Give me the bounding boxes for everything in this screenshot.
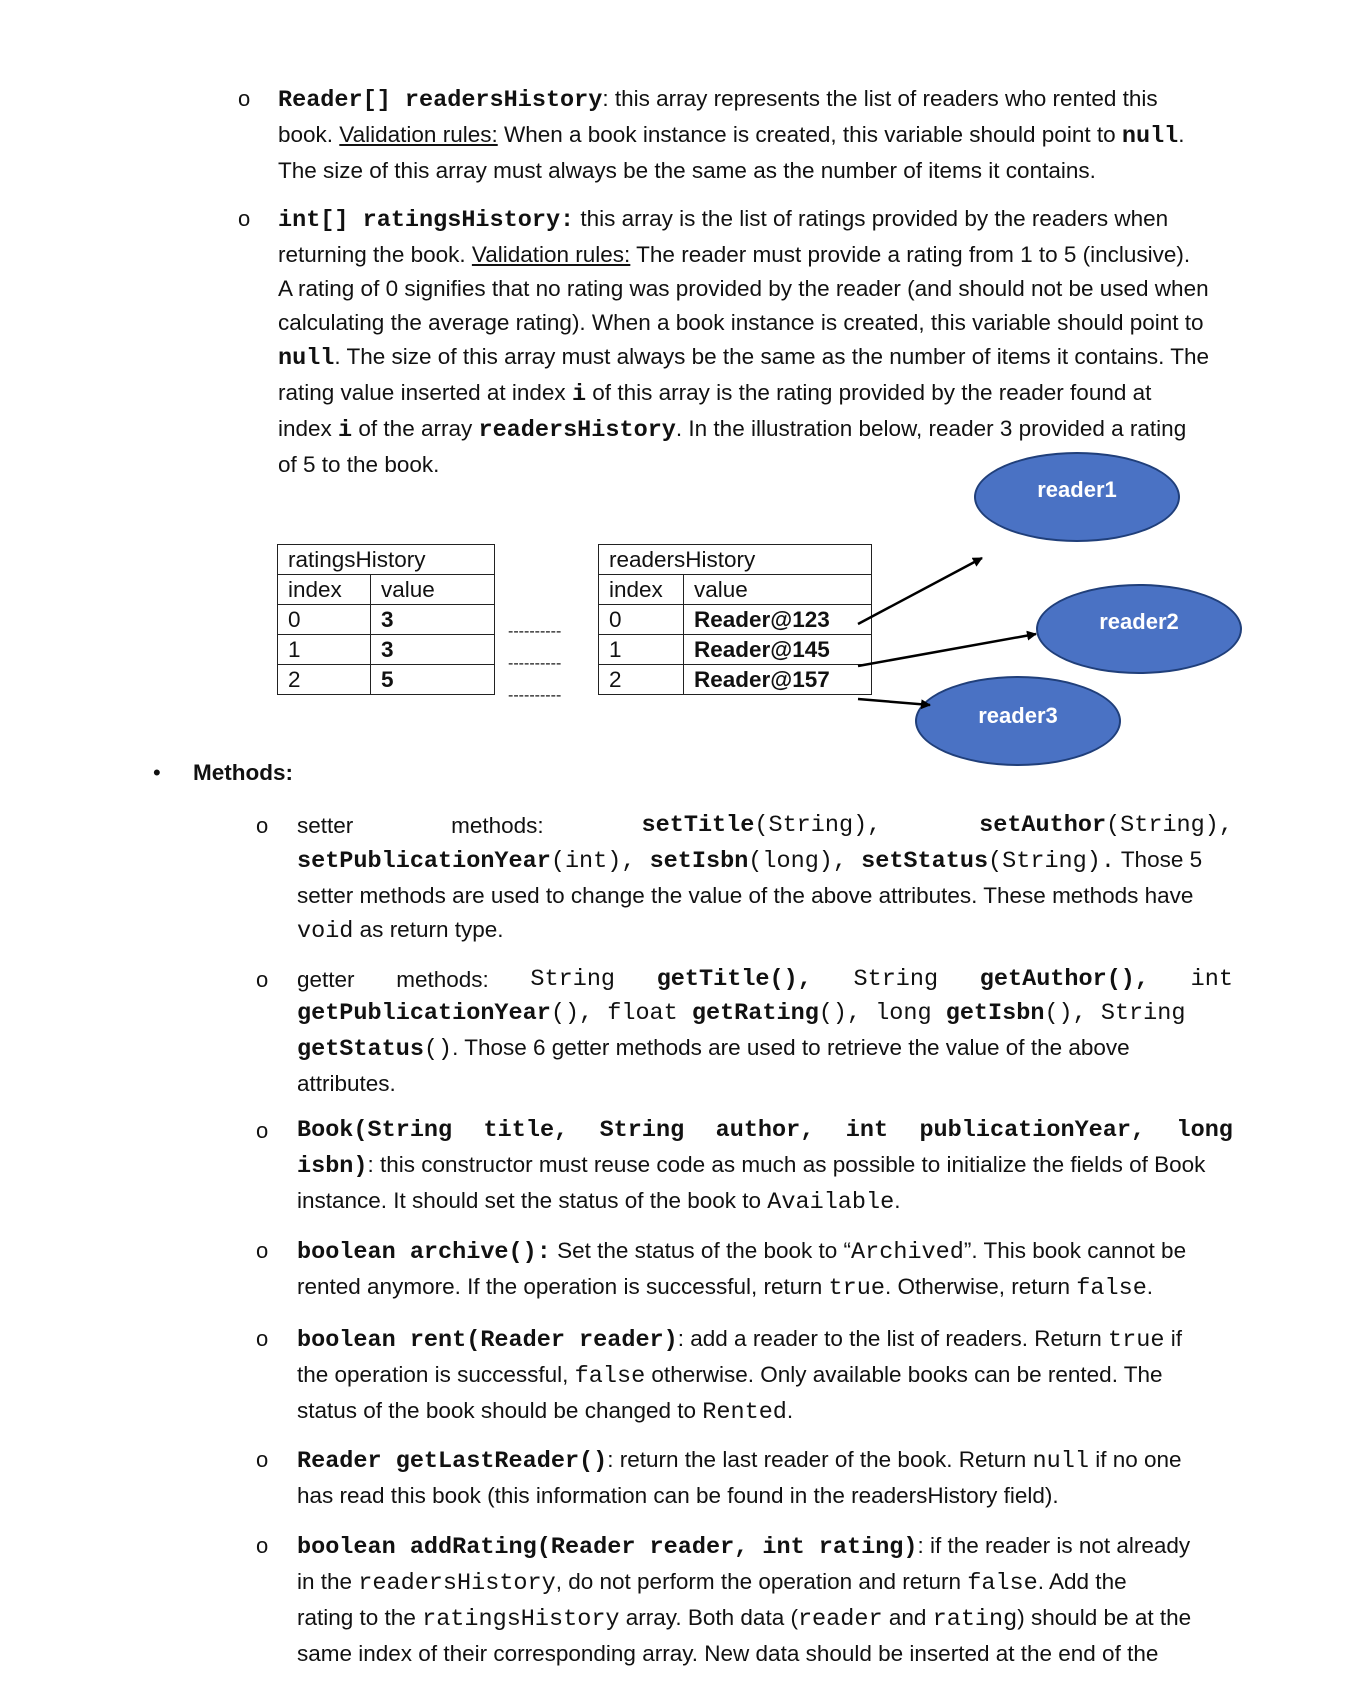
table-header: value xyxy=(371,575,495,605)
table-cell: 5 xyxy=(371,665,495,695)
code-true: true xyxy=(828,1275,885,1302)
sub-bullet: o xyxy=(256,813,269,838)
table-cell: 2 xyxy=(278,665,371,695)
code-word: int xyxy=(845,1117,889,1144)
text: attributes. xyxy=(297,1071,396,1096)
sub-bullet: o xyxy=(256,1238,269,1263)
text: ”. This book cannot be xyxy=(963,1238,1187,1263)
arrow-to-reader1 xyxy=(858,558,982,624)
code-method: getTitle(), xyxy=(656,966,812,993)
text: . xyxy=(894,1188,901,1213)
archive-description xyxy=(297,1234,1233,1306)
code-archived: Archived xyxy=(851,1239,964,1266)
code-rating: rating xyxy=(932,1606,1018,1633)
text-line xyxy=(297,1358,1233,1394)
text: status of the book should be changed to xyxy=(297,1398,703,1423)
code-reader: reader xyxy=(797,1606,883,1633)
table-cell: 1 xyxy=(599,635,684,665)
table-cell: 2 xyxy=(599,665,684,695)
arrow-to-reader3 xyxy=(858,699,930,705)
code-word: long xyxy=(1176,1117,1233,1144)
sub-bullet: o xyxy=(256,1118,269,1143)
code-void: void xyxy=(297,918,354,945)
code-method: getPublicationYear xyxy=(297,1000,551,1027)
text-line xyxy=(297,1394,1233,1430)
text-line xyxy=(297,1234,1233,1270)
text: When a book instance is created, this variable should point to xyxy=(497,122,1122,147)
reader-label: reader3 xyxy=(978,703,1058,728)
sub-bullet: o xyxy=(256,1533,269,1558)
text: : if the reader is not already xyxy=(917,1533,1191,1558)
table-cell: 3 xyxy=(371,605,495,635)
text: . xyxy=(786,1398,794,1423)
code-method: setStatus xyxy=(861,848,989,875)
code-method: getIsbn xyxy=(945,1000,1045,1027)
text-line xyxy=(297,1565,1233,1601)
code-method: getStatus xyxy=(297,1036,424,1063)
table-cell: 1 xyxy=(278,635,371,665)
code-word: title, xyxy=(483,1117,569,1144)
table-header: index xyxy=(278,575,371,605)
code-word: isbn) xyxy=(297,1153,368,1180)
text-line xyxy=(297,1529,1233,1565)
text: as return type. xyxy=(353,917,504,942)
text: . xyxy=(1178,122,1185,147)
code-method: boolean addRating(Reader reader, int rating) xyxy=(297,1534,918,1561)
code-type: int xyxy=(1190,966,1233,993)
text: . xyxy=(1146,1274,1154,1299)
text: and xyxy=(882,1605,933,1630)
code-readers-history: readersHistory xyxy=(478,417,676,444)
table-cell: Reader@123 xyxy=(684,605,872,635)
dashed-connector: ---------- xyxy=(508,655,562,672)
code-type: String xyxy=(853,966,939,993)
text: . Otherwise, return xyxy=(884,1274,1077,1299)
code-method: boolean archive(): xyxy=(297,1239,551,1266)
add-rating-description xyxy=(297,1529,1233,1671)
text: . In the illustration below, reader 3 provided a rating xyxy=(675,416,1187,441)
code-readers-history: Reader[] readersHistory xyxy=(278,87,603,114)
sub-bullet: o xyxy=(256,1447,269,1472)
text: : this constructor must reuse code as much as possible to initialize the fields of Book xyxy=(367,1152,1206,1177)
sub-bullet: o xyxy=(256,1326,269,1351)
text-line xyxy=(297,997,1233,1031)
text: setter methods are used to change the value of the above attributes. These methods have xyxy=(297,883,1194,908)
code-args: (), float xyxy=(550,1000,692,1027)
code-args: (String). xyxy=(988,848,1115,875)
text: same index of their corresponding array. New data should be inserted at the end of the xyxy=(297,1641,1159,1666)
text-line xyxy=(297,1479,1233,1513)
text: otherwise. Only available books can be rented. The xyxy=(645,1362,1163,1387)
text: rented anymore. If the operation is successful, return xyxy=(297,1274,829,1299)
code-false: false xyxy=(574,1363,646,1390)
code-method: boolean rent(Reader reader) xyxy=(297,1327,678,1354)
code-ratings-history: ratingsHistory xyxy=(422,1606,620,1633)
text: ) should be at the xyxy=(1017,1605,1192,1630)
table-header: value xyxy=(684,575,872,605)
get-last-reader-description xyxy=(297,1443,1233,1513)
table-header: index xyxy=(599,575,684,605)
code-false: false xyxy=(967,1570,1038,1597)
text-line xyxy=(297,1601,1233,1637)
text: calculating the average rating). When a book instance is created, this variable should point to xyxy=(278,310,1204,335)
text: the operation is successful, xyxy=(297,1362,575,1387)
text-line xyxy=(297,809,1233,843)
constructor-description xyxy=(297,1114,1233,1220)
sub-bullet: o xyxy=(256,967,269,992)
setter-methods-description xyxy=(297,809,1233,949)
code-args: () xyxy=(423,1036,453,1063)
code-args: (long), xyxy=(748,848,848,875)
text-line xyxy=(297,913,1233,949)
code-rented: Rented xyxy=(702,1399,787,1426)
code-i: i xyxy=(571,381,587,408)
text: Set the status of the book to “ xyxy=(550,1238,852,1263)
text-line xyxy=(297,1067,1233,1101)
table-cell: 0 xyxy=(278,605,371,635)
text: index xyxy=(278,416,339,441)
text: : this array represents the list of readers who rented this xyxy=(602,86,1158,111)
code-type: String xyxy=(530,966,616,993)
code-method: getAuthor(), xyxy=(979,966,1150,993)
code-true: true xyxy=(1108,1327,1165,1354)
text: methods: xyxy=(396,967,489,992)
text: this array is the list of ratings provided by the readers when xyxy=(574,206,1169,231)
text: setter xyxy=(297,813,354,838)
code-method: setIsbn xyxy=(649,848,749,875)
text-line xyxy=(297,1031,1233,1067)
text-line xyxy=(297,1443,1233,1479)
code-null: null xyxy=(1032,1448,1089,1475)
code-null: null xyxy=(1121,123,1179,150)
text-line xyxy=(297,879,1233,913)
text: . Those 6 getter methods are used to retrieve the value of the above xyxy=(452,1035,1130,1060)
text: , do not perform the operation and return xyxy=(555,1569,968,1594)
table-title: ratingsHistory xyxy=(278,545,495,575)
text: instance. It should set the status of the book to xyxy=(297,1188,768,1213)
validation-rules-label: Validation rules: xyxy=(471,242,631,267)
text-line xyxy=(297,1322,1233,1358)
text-line xyxy=(297,1148,1233,1184)
text: . The size of this array must always be the same as the number of items it contains. The xyxy=(334,344,1209,369)
text: : add a reader to the list of readers. Return xyxy=(677,1326,1109,1351)
text: rating value inserted at index xyxy=(278,380,572,405)
code-word: author, xyxy=(715,1117,815,1144)
text: rating to the xyxy=(297,1605,423,1630)
dashed-connector: ---------- xyxy=(508,623,562,640)
text: methods: xyxy=(451,813,544,838)
text: The reader must provide a rating from 1 to 5 (inclusive). xyxy=(630,242,1191,267)
code-word: publicationYear, xyxy=(919,1117,1146,1144)
text: has read this book (this information can be found in the readersHistory field). xyxy=(297,1483,1059,1508)
code-args: (int), xyxy=(550,848,636,875)
text: : return the last reader of the book. Return xyxy=(607,1447,1033,1472)
code-args: (), String xyxy=(1044,1000,1186,1027)
code-word: Book(String xyxy=(297,1117,453,1144)
text-line xyxy=(297,1270,1233,1306)
text: if xyxy=(1164,1326,1182,1351)
text: of the array xyxy=(352,416,479,441)
code-ratings-history: int[] ratingsHistory: xyxy=(278,207,575,234)
table-cell: 3 xyxy=(371,635,495,665)
text-line xyxy=(297,963,1233,997)
text: . Add the xyxy=(1037,1569,1127,1594)
text: getter xyxy=(297,967,355,992)
table-title: readersHistory xyxy=(599,545,872,575)
table-cell: Reader@145 xyxy=(684,635,872,665)
code-args: (String), xyxy=(754,812,882,839)
text: book. xyxy=(278,122,340,147)
methods-heading: Methods: xyxy=(193,760,293,785)
getter-methods-description xyxy=(297,963,1233,1101)
code-i: i xyxy=(338,417,353,444)
table-cell: 0 xyxy=(599,605,684,635)
code-word: String xyxy=(599,1117,685,1144)
arrow-to-reader2 xyxy=(858,634,1036,666)
text-line xyxy=(297,843,1233,879)
code-method: setPublicationYear xyxy=(297,848,551,875)
text: returning the book. xyxy=(278,242,472,267)
reader-label: reader1 xyxy=(1037,477,1117,502)
sub-bullet: o xyxy=(238,86,251,111)
code-null: null xyxy=(278,345,335,372)
code-available: Available xyxy=(767,1189,895,1216)
text-line xyxy=(297,1114,1233,1148)
text: if no one xyxy=(1088,1447,1182,1472)
main-bullet: • xyxy=(153,760,161,785)
text: Those 5 xyxy=(1114,847,1203,872)
text: of 5 to the book. xyxy=(278,452,440,477)
code-method: getRating xyxy=(691,1000,819,1027)
sub-bullet: o xyxy=(238,206,251,231)
reader-label: reader2 xyxy=(1099,609,1179,634)
code-method: Reader getLastReader() xyxy=(297,1448,608,1475)
code-method: setTitle xyxy=(641,812,755,839)
rent-description xyxy=(297,1322,1233,1430)
text-line xyxy=(297,1637,1233,1671)
code-readers-history: readersHistory xyxy=(358,1570,556,1597)
text: array. Both data ( xyxy=(619,1605,798,1630)
code-false: false xyxy=(1076,1275,1147,1302)
text: A rating of 0 signifies that no rating was provided by the reader (and should not be used when xyxy=(278,276,1209,301)
code-args: (), long xyxy=(818,1000,946,1027)
text-line xyxy=(297,1184,1233,1220)
text: of this array is the rating provided by the reader found at xyxy=(586,380,1152,405)
validation-rules-label: Validation rules: xyxy=(339,122,498,147)
text: The size of this array must always be the same as the number of items it contains. xyxy=(278,158,1096,183)
code-args: (String), xyxy=(1106,812,1233,839)
text: in the xyxy=(297,1569,359,1594)
dashed-connector: ---------- xyxy=(508,687,562,704)
code-method: setAuthor xyxy=(979,812,1107,839)
table-cell: Reader@157 xyxy=(684,665,872,695)
